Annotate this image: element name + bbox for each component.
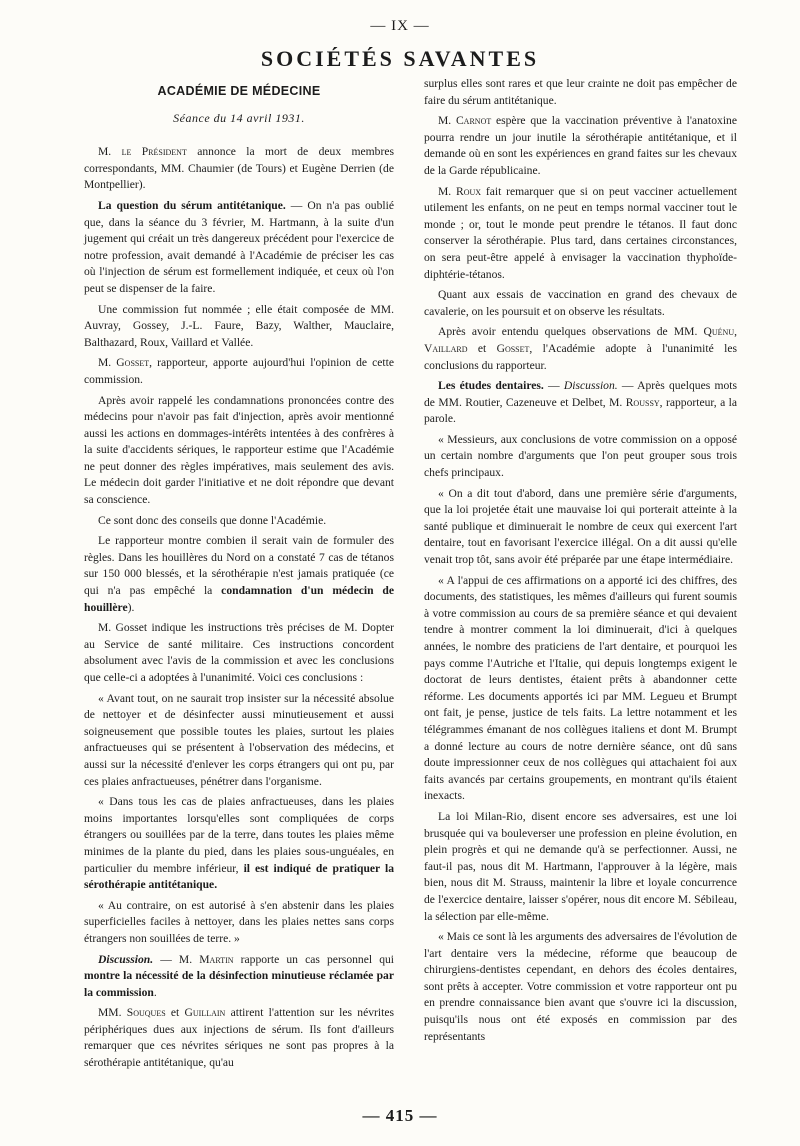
discussion-label: Discussion. — [98, 952, 154, 966]
paragraph: « Dans tous les cas de plaies anfractueuses, dans les plaies moins importantes lorsqu'elles sont compliquées de corps étrangers ou souillées par de la terre, dans toutes les plaies même minimes de la plante du pied, dans les plaies sous-unguéales, en particulier du membre inférieur, il est indiqué de pratiquer la sérothérapie antitétanique. — [84, 795, 394, 892]
left-column — [84, 79, 394, 1076]
paragraph: « Mais ce sont là les arguments des adversaires de l'évolution de l'art dentaire vers la médecine, réforme que beaucoup de chirurgiens-dentistes cependant, en dehors des écoles dentaires, sont prêts à accepter. Votre commission et votre rapporteur ont pu en prendre connaissance bien avant que s'ouvre ici la discussion, puisqu'ils nous ont été exposés en commission par des représentants — [424, 930, 737, 1043]
page-number: — 415 — — [362, 1106, 438, 1125]
speaker-name: Gosset — [496, 341, 530, 355]
speaker-name: M. le Président — [98, 145, 187, 159]
topic-title: La question du sérum antitétanique. — [98, 198, 286, 212]
paragraph: M. Carnot espère que la vaccination préventive à l'anatoxine pourra rendre un jour inutile la sérothérapie antitétanique, et il demande où en sont les expériences en grand faites sur les chevaux de la Garde républicaine. — [424, 114, 737, 177]
paragraph: Après avoir entendu quelques observations de MM. Quénu, Vaillard et Gosset, l'Académie adopte à l'unanimité les conclusions du rapporteur. — [424, 325, 737, 372]
paragraph: « Avant tout, on ne saurait trop insister sur la nécessité absolue de nettoyer et de désinfecter aussi minutieusement et aussi soigneusement que possible toutes les plaies, surtout les plaies anfractueuses qui se présentent à l'observation des médecins, et aussi sur la nécessité d'enlever les corps étrangers qui ont pu, par ces plaies anfractueuses, pénétrer dans l'organisme. — [84, 691, 394, 788]
topic-title: Les études dentaires. — [438, 379, 544, 393]
paragraph: Discussion. — M. Martin rapporte un cas personnel qui montre la nécessité de la désinfection minutieuse réclamée par la commission. — [84, 952, 395, 999]
paragraph: surplus elles sont rares et que leur crainte ne doit pas empêcher de faire du sérum antitétanique. — [424, 77, 737, 107]
paragraph: Ce sont donc des conseils que donne l'Académie. — [98, 513, 327, 527]
speaker-name: Martin — [199, 952, 234, 966]
speaker-name: Roussy — [625, 395, 660, 409]
roman-page-number: — IX — — [370, 18, 430, 34]
right-column — [424, 76, 737, 1049]
paragraph: Une commission fut nommée ; elle était composée de MM. Auvray, Gossey, J.-L. Faure, Bazy, Walther, Mauclaire, Balthazard, Roux, Vaillard et Vallée. — [84, 302, 394, 349]
paragraph: « Au contraire, on est autorisé à s'en abstenir dans les plaies superficielles faciles à nettoyer, dans les plaies nettes sans corps étrangers non souillées de terre. » — [84, 898, 394, 945]
speaker-name: Souques — [126, 1006, 166, 1020]
paragraph: M. Roux fait remarquer que si on peut vacciner actuellement utilement les enfants, on ne peut en temps normal vacciner tout le monde ; or, tout le monde peut prendre le tétanos. Il faut donc conserver la sérothérapie. Plus tard, dans certaines circonstances, on sera peut-être appelé à envisager la vaccination thyphoïde-diphtérie-tétanos. — [424, 184, 738, 281]
paragraph: La loi Milan-Rio, disent encore ses adversaires, est une loi brusquée qui va bouleverser une profession en pleine évolution, en plein progrès et qui ne demande qu'à se perfectionner. Aussi, ne faut-il pas, nous dit M. Hartmann, l'approuver à la légère, mais bien, nous dit M. Strauss, maintenir la libre et loyale concurrence de l'exercice dentaire, laisser s'opérer, nous dit encore M. Sébileau, la sélection par elle-même. — [424, 809, 737, 923]
page-title: SOCIÉTÉS SAVANTES — [260, 46, 540, 71]
seance-date: Séance du 14 avril 1931. — [173, 110, 305, 125]
speaker-name: Quénu — [703, 325, 735, 339]
speaker-name: M. Gosset — [98, 356, 150, 370]
paragraph: « A l'appui de ces affirmations on a apporté ici des chiffres, des documents, des statistiques, les mêmes d'ailleurs qui furent soumis à votre commission au cours de sa première séance et qui devaient tendre à montrer comment la loi diminuerait, d'ici à quelques années, le nombre des praticiens de l'art dentaire, et pourquoi les pays comme l'Autriche et l'Italie, qui depuis longtemps exigent le doctorat de leurs dentistes, étaient prêts à abandonner cette réforme. Les documents apportés ici par MM. Legueu et Brumpt ont fait, je pense, justice de tels faits. La lettre notamment et les télégrammes émanant de nos collègues italiens et dont M. Brumpt a donné lecture au cours de notre dernière séance, ont dû sans doute impressionner ceux de nos collègues qui attachaient foi aux faits avancés par certains groupements, en montrant qu'ils étaient inexacts. — [424, 573, 737, 803]
paragraph: « On a dit tout d'abord, dans une première série d'arguments, que la loi projetée était une mauvaise loi qui porterait atteinte à la santé publique et diminuerait le nombre de ceux qui exercent l'art dentaire, tout en favorisant l'exercice illégal. On a dit aussi qu'elle venait trop tôt, sans avoir été préparée par une étape intermédiaire. — [424, 486, 737, 567]
paragraph: Quant aux essais de vaccination en grand des chevaux de cavalerie, on les poursuit et on observe les résultats. — [424, 288, 737, 318]
paragraph: M. le Président annonce la mort de deux membres correspondants, MM. Chaumier (de Tours) et Eugène Derrien (de Montpellier). — [84, 145, 394, 192]
section-heading: ACADÉMIE DE MÉDECINE — [157, 84, 321, 98]
paragraph: Après avoir rappelé les condamnations prononcées contre des médecins pour n'avoir pas fait d'injection, après avoir mentionné aussi les actions en dommages-intérêts intentées à des confrères à la suite d'accidents sériques, le rapporteur estime que l'Académie ne peut donner des règles impératives, mais seulement des avis. Le médecin doit garder l'initiative et ne doit répondre que devant sa conscience. — [84, 393, 394, 507]
paragraph: « Messieurs, aux conclusions de votre commission on a opposé un certain nombre d'arguments que l'on peut grouper sous trois chefs principaux. — [424, 432, 737, 480]
paragraph: Le rapporteur montre combien il serait vain de formuler des règles. Dans les houillères du Nord on a constaté 7 cas de tétanos sur 150 000 blessés, et la sérothérapie n'est jamais pratiquée (ce qui n'a pas empêché la condamnation d'un médecin de houillère). — [84, 534, 394, 614]
paragraph: M. Gosset, rapporteur, apporte aujourd'hui l'opinion de cette commission. — [84, 356, 394, 386]
paragraph: La question du sérum antitétanique. — On n'a pas oublié que, dans la séance du 3 février, M. Hartmann, à la suite d'un jugement qui créait un très dangereux précédent pour l'exercice de notre profession, avait demandé à l'Académie de préciser les cas où l'injection de sérum est formellement indiquée, et ceux où l'on peut se dispenser de la faire. — [84, 198, 394, 295]
speaker-name: Guillain — [184, 1006, 226, 1020]
speaker-name: M. Carnot — [438, 114, 492, 128]
paragraph: Les études dentaires. — Discussion. — Après quelques mots de MM. Routier, Cazeneuve et Delbet, M. Roussy, rapporteur, a la parole. — [424, 379, 738, 426]
speaker-name: Vaillard — [424, 341, 468, 355]
paragraph: MM. Souques et Guillain attirent l'attention sur les névrites périphériques dues aux injections de sérum. Ils font d'ailleurs remarquer que ces névrites sériques ne sont pas propres à la sérothérapie antitétanique, qu'au — [84, 1006, 395, 1070]
speaker-name: M. Roux — [438, 184, 482, 198]
paragraph: M. Gosset indique les instructions très précises de M. Dopter au Service de santé militaire. Ces instructions concordent absolument avec l'avis de la commission et avec les conclusions que celle-ci a adoptées à l'unanimité. Voici ces conclusions : — [84, 621, 394, 684]
discussion-label: Discussion. — [563, 379, 618, 393]
